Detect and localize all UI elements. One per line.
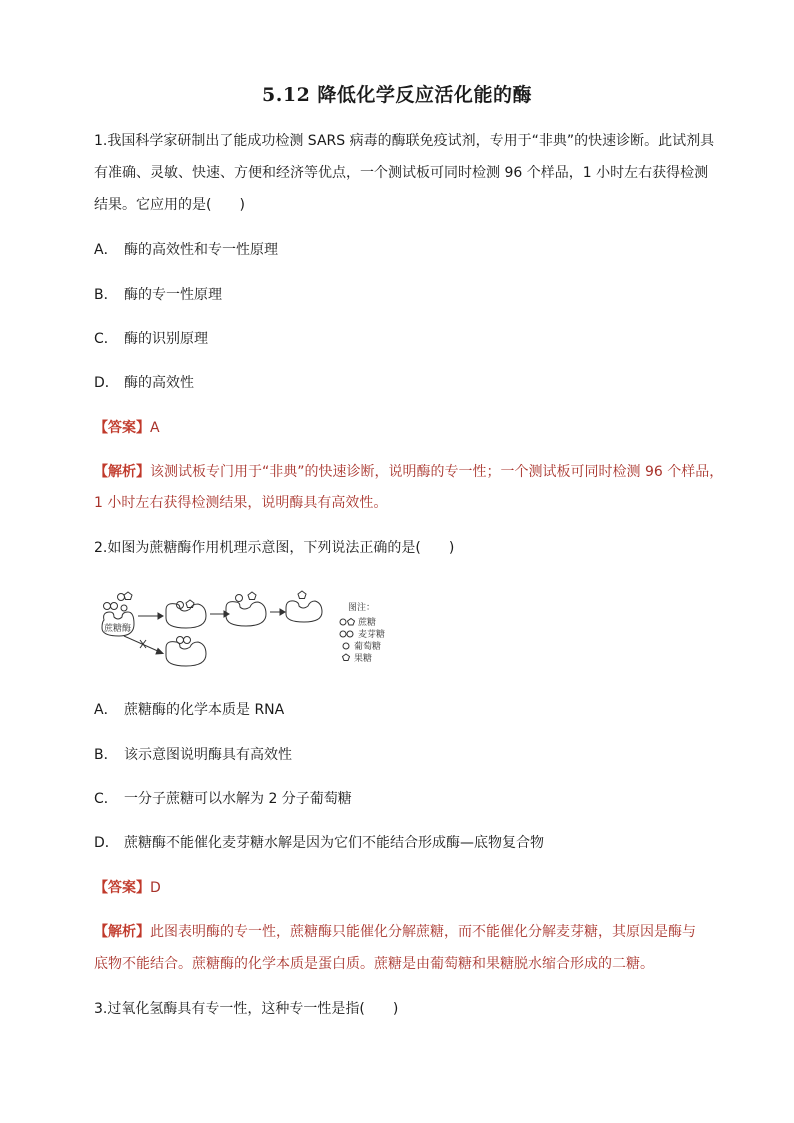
q1-option-d	[94, 373, 194, 393]
q2-option-b	[94, 745, 292, 765]
legend-glucose: 葡萄糖	[354, 642, 382, 652]
option-text: 酶的高效性	[124, 375, 194, 391]
q1-option-a	[94, 240, 278, 260]
answer-value: A	[150, 420, 160, 436]
analysis-tag: 【解析】	[94, 924, 150, 940]
option-text: 一分子蔗糖可以水解为 2 分子葡萄糖	[124, 791, 352, 807]
answer-tag: 【答案】	[94, 880, 150, 896]
legend-maltose: 麦芽糖	[358, 630, 386, 640]
page-title: 5.12 降低化学反应活化能的酶	[262, 84, 532, 106]
option-text: 酶的高效性和专一性原理	[124, 242, 278, 258]
q1-stem-line1: 1.我国科学家研制出了能成功检测 SARS 病毒的酶联免疫试剂，专用于“非典”的快速诊断。此试剂具	[94, 133, 715, 149]
analysis-text: 此图表明酶的专一性，蔗糖酶只能催化分解蔗糖，而不能催化分解麦芽糖，其原因是酶与	[150, 924, 696, 940]
legend-fructose: 果糖	[354, 654, 373, 664]
option-text: 该示意图说明酶具有高效性	[124, 747, 292, 763]
option-letter: B．	[94, 747, 118, 763]
q1-stem-line2: 有准确、灵敏、快速、方便和经济等优点，一个测试板可同时检测 96 个样品，1 小时左右获得检测	[94, 165, 709, 181]
option-letter: C．	[94, 791, 118, 807]
option-text: 蔗糖酶不能催化麦芽糖水解是因为它们不能结合形成酶—底物复合物	[124, 835, 544, 851]
q2-option-a	[94, 700, 284, 720]
maltose-icon	[104, 603, 118, 610]
q1-answer	[94, 418, 160, 438]
option-letter: A．	[94, 242, 118, 258]
q2-analysis-line1	[94, 922, 696, 942]
sucrose-icon	[118, 592, 133, 601]
analysis-tag: 【解析】	[94, 464, 150, 480]
q2-answer	[94, 878, 161, 898]
option-text: 酶的识别原理	[124, 331, 208, 347]
option-letter: A．	[94, 702, 118, 718]
legend-sucrose: 蔗糖	[358, 618, 377, 628]
analysis-text: 该测试板专门用于“非典”的快速诊断，说明酶的专一性；一个测试板可同时检测 96 个样品，	[150, 464, 724, 480]
q1-analysis-line1	[94, 462, 723, 482]
option-text: 蔗糖酶的化学本质是 RNA	[124, 702, 285, 718]
q1-analysis-line2: 1 小时左右获得检测结果，说明酶具有高效性。	[94, 495, 388, 511]
q2-option-c	[94, 789, 352, 809]
option-letter: C．	[94, 331, 118, 347]
q1-stem-line3: 结果。它应用的是( )	[94, 197, 245, 213]
answer-value: D	[150, 880, 161, 896]
q1-option-b	[94, 285, 222, 305]
option-letter: B．	[94, 287, 118, 303]
enzyme-label: 蔗糖酶	[104, 624, 132, 634]
option-letter: D．	[94, 375, 119, 391]
q1-option-c	[94, 329, 208, 349]
sucrase-mechanism-diagram	[94, 588, 394, 678]
option-letter: D．	[94, 835, 119, 851]
q2-analysis-line2: 底物不能结合。蔗糖酶的化学本质是蛋白质。蔗糖是由葡萄糖和果糖脱水缩合形成的二糖。	[94, 956, 654, 972]
diagram-legend	[340, 601, 385, 664]
option-text: 酶的专一性原理	[124, 287, 222, 303]
q3-stem-line1: 3.过氧化氢酶具有专一性，这种专一性是指( )	[94, 1001, 399, 1017]
q2-stem-line1: 2.如图为蔗糖酶作用机理示意图，下列说法正确的是( )	[94, 540, 455, 556]
q2-option-d	[94, 833, 544, 853]
answer-tag: 【答案】	[94, 420, 150, 436]
legend-title: 图注：	[348, 603, 376, 613]
